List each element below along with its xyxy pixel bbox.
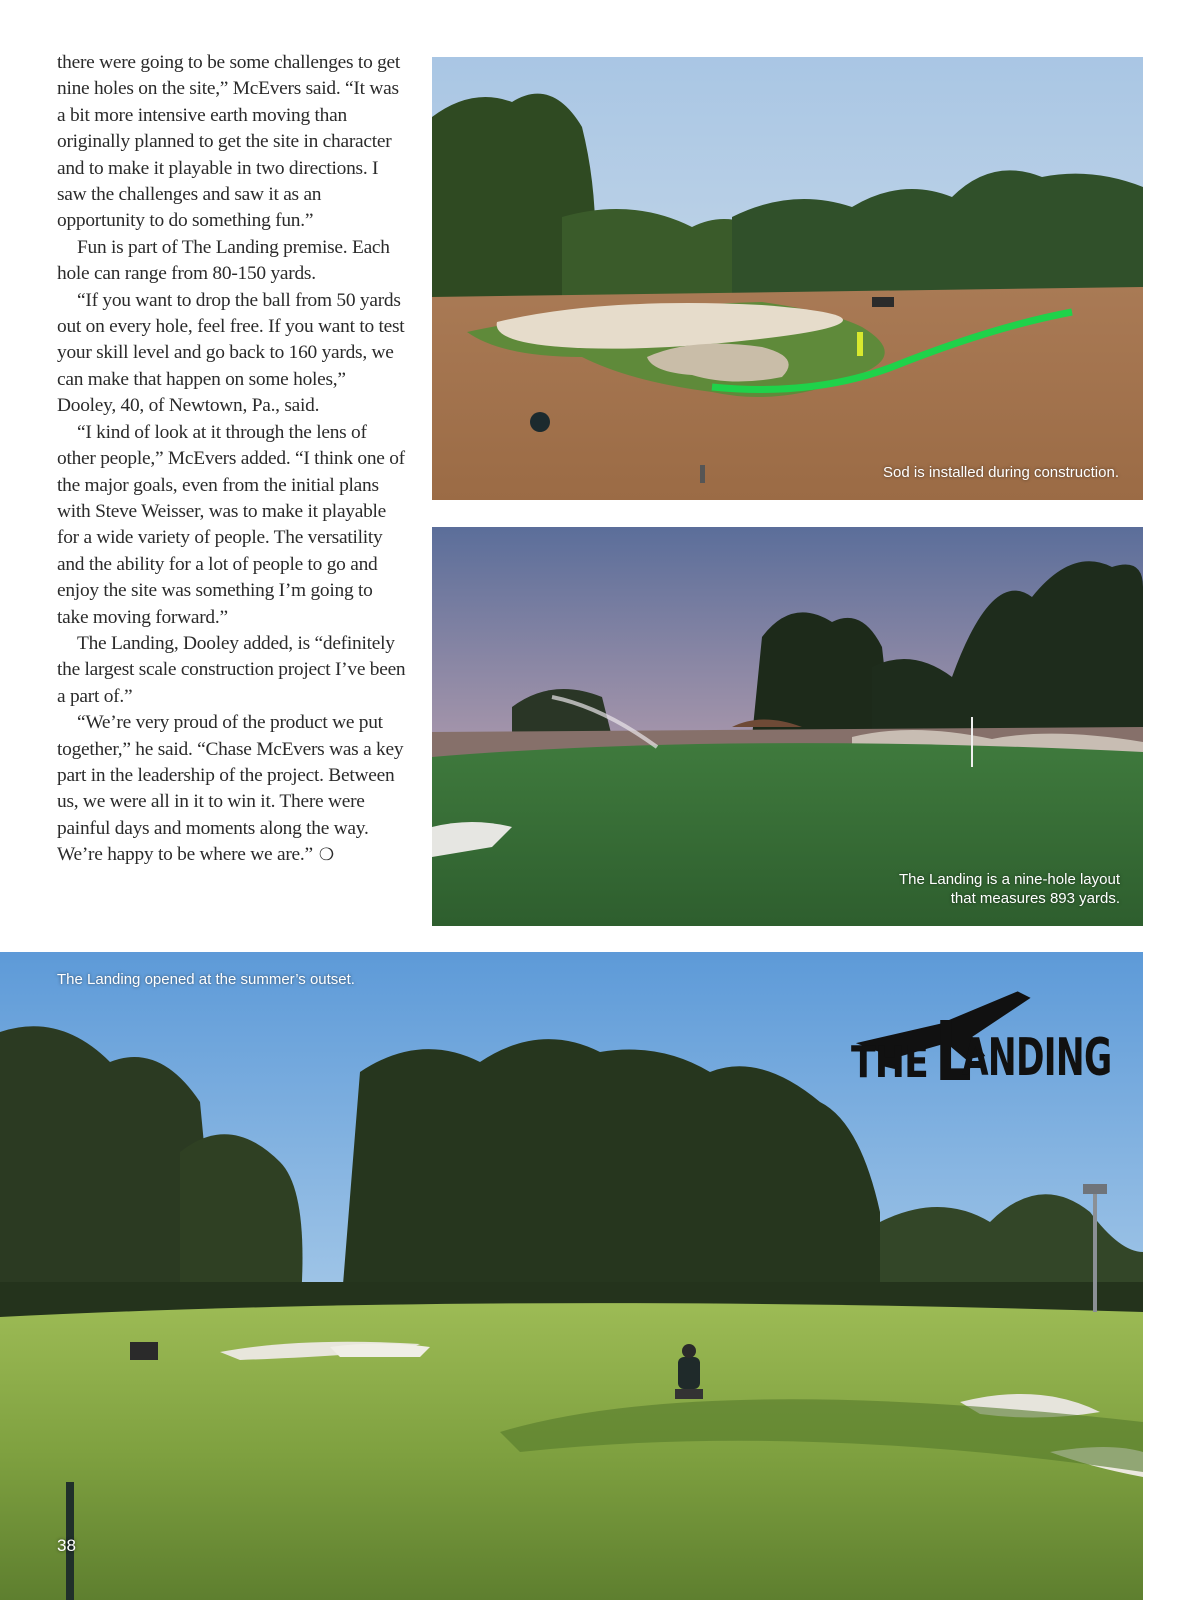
article-paragraph: Fun is part of The Landing premise. Each hole can range from 80-150 yards. (57, 236, 390, 285)
photo-caption-line: The Landing is a nine-hole layout (899, 871, 1120, 888)
logo-word-anding: ANDING (962, 1028, 1112, 1088)
article-paragraph: The Landing, Dooley added, is “definitely the largest scale construction project I’ve been a part of.” (57, 632, 406, 707)
photo-caption: The Landing opened at the summer’s outset. (57, 971, 355, 988)
photo-caption-line: that measures 893 yards. (950, 890, 1120, 907)
photo-sunset-green (432, 527, 1143, 926)
sunset-scene (432, 527, 1143, 926)
article-paragraph (57, 710, 407, 868)
the-landing-logo (851, 972, 1121, 1100)
photo-opening-day (0, 952, 1143, 1600)
logo-word-the: THE (851, 1037, 929, 1088)
photo-construction (432, 57, 1143, 500)
photo-caption: Sod is installed during construction. (883, 464, 1119, 481)
construction-scene (432, 57, 1143, 500)
end-mark-icon: ❍ (318, 845, 334, 866)
page-number: 38 (57, 1536, 76, 1555)
logo-wordmark (851, 1005, 1143, 1100)
photo-caption (860, 870, 1120, 908)
article-column (57, 50, 407, 869)
article-paragraph: “If you want to drop the ball from 50 yards out on every hole, feel free. If you want to test your skill level and go back to 160 yards, we can make that happen on some holes,” Dooley, 40, of Newtown, Pa., said. (57, 289, 405, 417)
article-paragraph: “I kind of look at it through the lens of other people,” McEvers added. “I think one of the major goals, even from the initial plans with Steve Weisser, was to make it playable for a wide variety of people. The versatility and the ability for a lot of people to go and enjoy the site was something I’m going to take moving forward.” (57, 421, 405, 628)
article-paragraph: there were going to be some challenges to get nine holes on the site,” McEvers said. “It was a bit more intensive earth moving than originally planned to get the site in character and to make it playable in two directions. I saw the challenges and saw it as an opportunity to do something fun.” (57, 52, 401, 232)
article-paragraph-text: “We’re very proud of the product we put together,” he said. “Chase McEvers was a key part in the leadership of the project. Between us, we were all in it to win it. There were painful days and moments along the way. We’re happy to be where we are.” (57, 712, 404, 866)
logo-letter-l: L (934, 1005, 971, 1100)
